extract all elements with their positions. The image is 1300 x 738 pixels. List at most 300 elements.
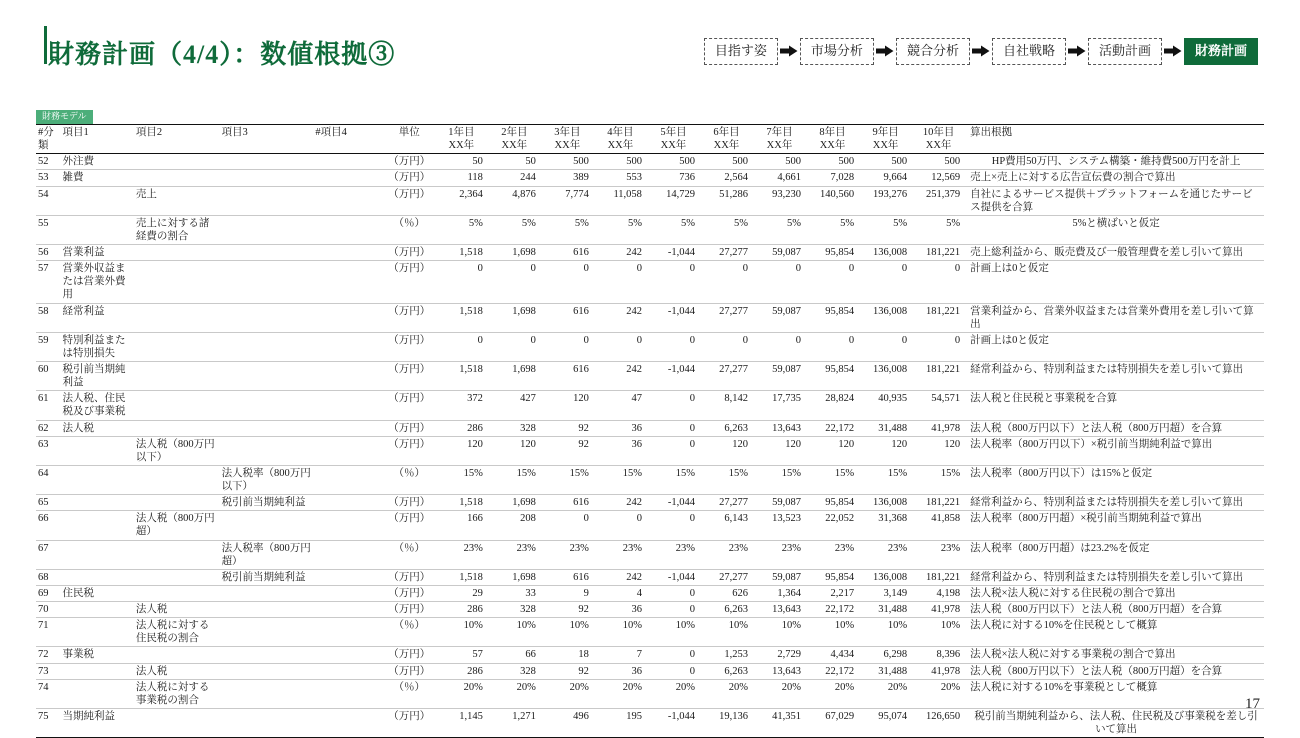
cell-year-8: 0 (809, 332, 862, 361)
cell-l2: 法人税（800万円超） (134, 511, 220, 540)
year-bottom: XX年 (872, 140, 899, 152)
cell-year-10: 4,198 (915, 585, 968, 601)
cell-l1: 経常利益 (60, 303, 133, 332)
cell-no: 75 (36, 708, 60, 737)
cell-year-1: 0 (438, 261, 491, 303)
cell-basis: 計画上は0と仮定 (968, 261, 1264, 303)
cell-basis: 法人税と住民税と事業税を合算 (968, 391, 1264, 420)
cell-year-9: 40,935 (862, 391, 915, 420)
cell-year-5: 0 (650, 511, 703, 540)
cell-unit: （％） (381, 679, 438, 708)
cell-no: 71 (36, 618, 60, 647)
col-header-year-9 (862, 125, 915, 154)
cell-basis: 法人税×法人税に対する住民税の割合で算出 (968, 585, 1264, 601)
cell-year-6: 51,286 (703, 186, 756, 215)
cell-l4 (313, 154, 380, 170)
cell-year-9: 136,008 (862, 362, 915, 391)
cell-year-2: 1,698 (491, 245, 544, 261)
cell-l1 (60, 465, 133, 494)
cell-l1 (60, 495, 133, 511)
cell-l3: 税引前当期純利益 (220, 569, 314, 585)
cell-l4 (313, 540, 380, 569)
financial-table-section (36, 106, 1264, 738)
cell-l2 (134, 245, 220, 261)
year-top: 9年目 (872, 127, 899, 138)
cell-l1 (60, 618, 133, 647)
cell-l4 (313, 186, 380, 215)
table-row (36, 154, 1264, 170)
cell-l3 (220, 708, 314, 737)
cell-unit: （万円） (381, 663, 438, 679)
cell-year-9: 9,664 (862, 170, 915, 186)
cell-l2 (134, 420, 220, 436)
cell-no: 63 (36, 436, 60, 465)
cell-year-6: 10% (703, 618, 756, 647)
arrow-right-icon (778, 45, 800, 57)
cell-year-10: 181,221 (915, 362, 968, 391)
cell-year-1: 286 (438, 420, 491, 436)
cell-unit: （万円） (381, 303, 438, 332)
cell-year-7: 59,087 (756, 495, 809, 511)
cell-year-3: 92 (544, 663, 597, 679)
cell-year-6: 6,143 (703, 511, 756, 540)
cell-year-8: 2,217 (809, 585, 862, 601)
cell-year-8: 120 (809, 436, 862, 465)
cell-year-5: 23% (650, 540, 703, 569)
cell-year-6: 8,142 (703, 391, 756, 420)
table-row (36, 465, 1264, 494)
col-header-year-8 (809, 125, 862, 154)
cell-no: 60 (36, 362, 60, 391)
cell-l3 (220, 170, 314, 186)
cell-year-6: 27,277 (703, 495, 756, 511)
cell-no: 73 (36, 663, 60, 679)
cell-year-4: 15% (597, 465, 650, 494)
cell-year-1: 1,145 (438, 708, 491, 737)
cell-year-9: 3,149 (862, 585, 915, 601)
cell-l1: 事業税 (60, 647, 133, 663)
cell-year-5: -1,044 (650, 569, 703, 585)
cell-l3 (220, 261, 314, 303)
cell-l4 (313, 602, 380, 618)
cell-year-6: 27,277 (703, 303, 756, 332)
cell-l4 (313, 663, 380, 679)
cell-year-3: 0 (544, 261, 597, 303)
step-label: 財務計画 (1194, 43, 1247, 58)
table-row (36, 585, 1264, 601)
cell-year-6: 0 (703, 332, 756, 361)
step-navigation (704, 38, 1258, 65)
cell-year-7: 13,643 (756, 663, 809, 679)
table-row (36, 186, 1264, 215)
year-bottom: XX年 (501, 140, 528, 152)
cell-l1 (60, 215, 133, 244)
cell-unit: （万円） (381, 708, 438, 737)
cell-year-2: 4,876 (491, 186, 544, 215)
cell-l3 (220, 602, 314, 618)
table-row (36, 663, 1264, 679)
cell-no: 55 (36, 215, 60, 244)
col-header-year-4 (597, 125, 650, 154)
cell-year-9: 136,008 (862, 569, 915, 585)
cell-year-4: 242 (597, 245, 650, 261)
cell-year-5: 0 (650, 261, 703, 303)
cell-year-3: 5% (544, 215, 597, 244)
step-6[interactable] (1184, 38, 1258, 65)
cell-year-9: 31,488 (862, 420, 915, 436)
year-bottom: XX年 (448, 140, 475, 152)
cell-l3 (220, 362, 314, 391)
cell-year-7: 59,087 (756, 569, 809, 585)
table-row (36, 391, 1264, 420)
cell-l1 (60, 679, 133, 708)
cell-l4 (313, 465, 380, 494)
cell-year-7: 10% (756, 618, 809, 647)
cell-l3 (220, 391, 314, 420)
cell-year-4: 242 (597, 362, 650, 391)
cell-year-9: 5% (862, 215, 915, 244)
cell-year-10: 120 (915, 436, 968, 465)
table-row (36, 495, 1264, 511)
cell-year-8: 7,028 (809, 170, 862, 186)
cell-year-7: 120 (756, 436, 809, 465)
cell-year-4: 5% (597, 215, 650, 244)
page-title: 財務計画（4/4）：数値根拠③ (48, 40, 396, 69)
cell-year-2: 0 (491, 261, 544, 303)
cell-l1: 住民税 (60, 585, 133, 601)
cell-l1: 税引前当期純利益 (60, 362, 133, 391)
cell-year-7: 4,661 (756, 170, 809, 186)
cell-year-10: 5% (915, 215, 968, 244)
cell-year-10: 181,221 (915, 495, 968, 511)
cell-year-5: 20% (650, 679, 703, 708)
cell-year-4: 7 (597, 647, 650, 663)
year-bottom: XX年 (766, 140, 793, 152)
step-4[interactable] (992, 38, 1066, 65)
cell-year-7: 0 (756, 261, 809, 303)
cell-basis: 法人税（800万円以下）と法人税（800万円超）を合算 (968, 420, 1264, 436)
cell-l1: 雑費 (60, 170, 133, 186)
cell-year-4: 0 (597, 261, 650, 303)
cell-year-3: 9 (544, 585, 597, 601)
cell-l1: 法人税 (60, 420, 133, 436)
cell-year-7: 59,087 (756, 245, 809, 261)
cell-year-3: 92 (544, 420, 597, 436)
cell-l2: 売上 (134, 186, 220, 215)
step-1[interactable] (704, 38, 778, 65)
cell-year-1: 5% (438, 215, 491, 244)
cell-l2 (134, 332, 220, 361)
cell-year-8: 95,854 (809, 569, 862, 585)
cell-year-3: 0 (544, 511, 597, 540)
cell-year-2: 328 (491, 420, 544, 436)
cell-no: 56 (36, 245, 60, 261)
cell-l2 (134, 154, 220, 170)
cell-year-10: 8,396 (915, 647, 968, 663)
cell-year-10: 41,978 (915, 602, 968, 618)
cell-year-6: 6,263 (703, 663, 756, 679)
cell-unit: （万円） (381, 569, 438, 585)
cell-year-6: 120 (703, 436, 756, 465)
cell-year-8: 140,560 (809, 186, 862, 215)
cell-year-5: 0 (650, 602, 703, 618)
cell-year-4: 20% (597, 679, 650, 708)
cell-l4 (313, 215, 380, 244)
cell-year-8: 20% (809, 679, 862, 708)
year-top: 7年目 (766, 127, 793, 138)
cell-year-5: 736 (650, 170, 703, 186)
cell-year-2: 208 (491, 511, 544, 540)
cell-year-5: -1,044 (650, 245, 703, 261)
cell-year-1: 2,364 (438, 186, 491, 215)
cell-year-6: 27,277 (703, 245, 756, 261)
cell-unit: （万円） (381, 170, 438, 186)
cell-year-4: 11,058 (597, 186, 650, 215)
cell-l1 (60, 511, 133, 540)
cell-year-2: 1,698 (491, 362, 544, 391)
cell-year-2: 50 (491, 154, 544, 170)
cell-l3 (220, 420, 314, 436)
cell-year-8: 28,824 (809, 391, 862, 420)
cell-year-4: 23% (597, 540, 650, 569)
cell-l3: 法人税率（800万円超） (220, 540, 314, 569)
cell-l4 (313, 647, 380, 663)
year-bottom: XX年 (607, 140, 634, 152)
year-bottom: XX年 (819, 140, 846, 152)
cell-year-3: 500 (544, 154, 597, 170)
cell-l3 (220, 245, 314, 261)
cell-year-8: 10% (809, 618, 862, 647)
cell-year-4: 36 (597, 602, 650, 618)
cell-year-3: 496 (544, 708, 597, 737)
cell-year-3: 616 (544, 303, 597, 332)
arrow-right-icon (874, 45, 896, 57)
cell-l4 (313, 170, 380, 186)
cell-year-10: 181,221 (915, 569, 968, 585)
cell-year-1: 120 (438, 436, 491, 465)
cell-year-8: 15% (809, 465, 862, 494)
cell-basis: 5%と横ばいと仮定 (968, 215, 1264, 244)
cell-unit: （万円） (381, 391, 438, 420)
cell-year-9: 31,488 (862, 602, 915, 618)
cell-l3: 税引前当期純利益 (220, 495, 314, 511)
table-body (36, 154, 1264, 738)
col-header-year-3 (544, 125, 597, 154)
cell-l1: 外注費 (60, 154, 133, 170)
cell-year-1: 372 (438, 391, 491, 420)
cell-year-4: 242 (597, 303, 650, 332)
col-header-basis: 算出根拠 (968, 125, 1264, 154)
cell-year-9: 95,074 (862, 708, 915, 737)
cell-no: 53 (36, 170, 60, 186)
step-2[interactable] (800, 38, 874, 65)
cell-l2: 法人税に対する事業税の割合 (134, 679, 220, 708)
cell-l2: 売上に対する諸経費の割合 (134, 215, 220, 244)
cell-year-7: 17,735 (756, 391, 809, 420)
table-row (36, 261, 1264, 303)
cell-no: 74 (36, 679, 60, 708)
year-bottom: XX年 (660, 140, 687, 152)
cell-year-3: 10% (544, 618, 597, 647)
cell-year-7: 20% (756, 679, 809, 708)
cell-no: 68 (36, 569, 60, 585)
cell-l1 (60, 436, 133, 465)
cell-l1 (60, 663, 133, 679)
cell-year-10: 0 (915, 332, 968, 361)
cell-unit: （万円） (381, 362, 438, 391)
cell-year-6: 1,253 (703, 647, 756, 663)
year-top: 1年目 (448, 127, 475, 138)
cell-year-5: 0 (650, 585, 703, 601)
cell-year-6: 6,263 (703, 420, 756, 436)
cell-year-5: 0 (650, 332, 703, 361)
cell-year-7: 13,643 (756, 602, 809, 618)
cell-year-6: 19,136 (703, 708, 756, 737)
cell-year-5: 0 (650, 647, 703, 663)
cell-l2: 法人税 (134, 602, 220, 618)
cell-year-4: 36 (597, 436, 650, 465)
cell-year-1: 166 (438, 511, 491, 540)
cell-year-9: 31,488 (862, 663, 915, 679)
cell-l1 (60, 186, 133, 215)
cell-year-2: 20% (491, 679, 544, 708)
cell-l2 (134, 540, 220, 569)
cell-l3 (220, 215, 314, 244)
cell-basis: 法人税率（800万円超）は23.2%を仮定 (968, 540, 1264, 569)
cell-l2 (134, 261, 220, 303)
cell-year-10: 54,571 (915, 391, 968, 420)
cell-year-8: 0 (809, 261, 862, 303)
cell-year-8: 22,052 (809, 511, 862, 540)
col-header-unit: 単位 (381, 125, 438, 154)
cell-year-1: 57 (438, 647, 491, 663)
cell-year-7: 500 (756, 154, 809, 170)
cell-year-4: 36 (597, 663, 650, 679)
cell-year-3: 15% (544, 465, 597, 494)
cell-l3 (220, 663, 314, 679)
cell-year-6: 500 (703, 154, 756, 170)
cell-year-8: 4,434 (809, 647, 862, 663)
cell-year-9: 0 (862, 332, 915, 361)
cell-year-4: 195 (597, 708, 650, 737)
cell-year-5: 0 (650, 391, 703, 420)
cell-year-8: 23% (809, 540, 862, 569)
cell-l1: 営業利益 (60, 245, 133, 261)
table-row (36, 332, 1264, 361)
cell-year-3: 616 (544, 569, 597, 585)
year-bottom: XX年 (925, 140, 952, 152)
cell-year-1: 15% (438, 465, 491, 494)
cell-year-3: 23% (544, 540, 597, 569)
cell-year-8: 95,854 (809, 362, 862, 391)
cell-year-2: 1,698 (491, 495, 544, 511)
cell-year-2: 328 (491, 602, 544, 618)
cell-unit: （万円） (381, 332, 438, 361)
cell-basis: 計画上は0と仮定 (968, 332, 1264, 361)
cell-year-7: 2,729 (756, 647, 809, 663)
cell-l2: 法人税に対する住民税の割合 (134, 618, 220, 647)
cell-year-7: 13,523 (756, 511, 809, 540)
cell-year-6: 23% (703, 540, 756, 569)
cell-basis: 法人税（800万円以下）と法人税（800万円超）を合算 (968, 602, 1264, 618)
col-header-year-1 (438, 125, 491, 154)
cell-basis: 法人税率（800万円以下）は15%と仮定 (968, 465, 1264, 494)
cell-year-9: 136,008 (862, 495, 915, 511)
col-header-no: #分類 (36, 125, 60, 154)
financial-model-table (36, 124, 1264, 738)
arrow-right-icon (970, 45, 992, 57)
table-row (36, 540, 1264, 569)
col-header-year-5 (650, 125, 703, 154)
cell-l2 (134, 569, 220, 585)
col-header-year-10 (915, 125, 968, 154)
cell-year-3: 92 (544, 602, 597, 618)
cell-year-10: 12,569 (915, 170, 968, 186)
cell-year-5: -1,044 (650, 303, 703, 332)
cell-year-4: 500 (597, 154, 650, 170)
cell-basis: 営業利益から、営業外収益または営業外費用を差し引いて算出 (968, 303, 1264, 332)
cell-year-9: 23% (862, 540, 915, 569)
cell-year-9: 136,008 (862, 245, 915, 261)
cell-year-10: 251,379 (915, 186, 968, 215)
step-5[interactable] (1088, 38, 1162, 65)
cell-year-2: 328 (491, 663, 544, 679)
cell-year-5: 15% (650, 465, 703, 494)
cell-no: 69 (36, 585, 60, 601)
cell-year-3: 616 (544, 362, 597, 391)
cell-unit: （％） (381, 465, 438, 494)
year-top: 6年目 (713, 127, 740, 138)
cell-l3 (220, 585, 314, 601)
cell-l3 (220, 303, 314, 332)
cell-year-9: 0 (862, 261, 915, 303)
table-row (36, 511, 1264, 540)
cell-year-2: 1,698 (491, 303, 544, 332)
cell-l1: 当期純利益 (60, 708, 133, 737)
cell-unit: （％） (381, 215, 438, 244)
cell-year-1: 1,518 (438, 362, 491, 391)
cell-l3 (220, 647, 314, 663)
cell-l4 (313, 261, 380, 303)
cell-l3 (220, 154, 314, 170)
cell-l2 (134, 303, 220, 332)
cell-year-8: 5% (809, 215, 862, 244)
cell-no: 62 (36, 420, 60, 436)
cell-l1 (60, 569, 133, 585)
cell-l2: 法人税（800万円以下） (134, 436, 220, 465)
cell-year-3: 120 (544, 391, 597, 420)
cell-l1 (60, 540, 133, 569)
cell-year-9: 15% (862, 465, 915, 494)
step-3[interactable] (896, 38, 970, 65)
cell-unit: （万円） (381, 647, 438, 663)
cell-unit: （万円） (381, 436, 438, 465)
cell-year-7: 15% (756, 465, 809, 494)
cell-no: 66 (36, 511, 60, 540)
cell-unit: （％） (381, 540, 438, 569)
col-header-l4: #項目4 (313, 125, 380, 154)
cell-unit: （万円） (381, 245, 438, 261)
cell-year-6: 20% (703, 679, 756, 708)
cell-year-7: 1,364 (756, 585, 809, 601)
cell-year-6: 27,277 (703, 362, 756, 391)
cell-basis: 税引前当期純利益から、法人税、住民税及び事業税を差し引いて算出 (968, 708, 1264, 737)
year-top: 8年目 (819, 127, 846, 138)
cell-l2 (134, 647, 220, 663)
cell-basis: 法人税率（800万円以下）×税引前当期純利益で算出 (968, 436, 1264, 465)
cell-year-2: 23% (491, 540, 544, 569)
cell-year-4: 0 (597, 332, 650, 361)
